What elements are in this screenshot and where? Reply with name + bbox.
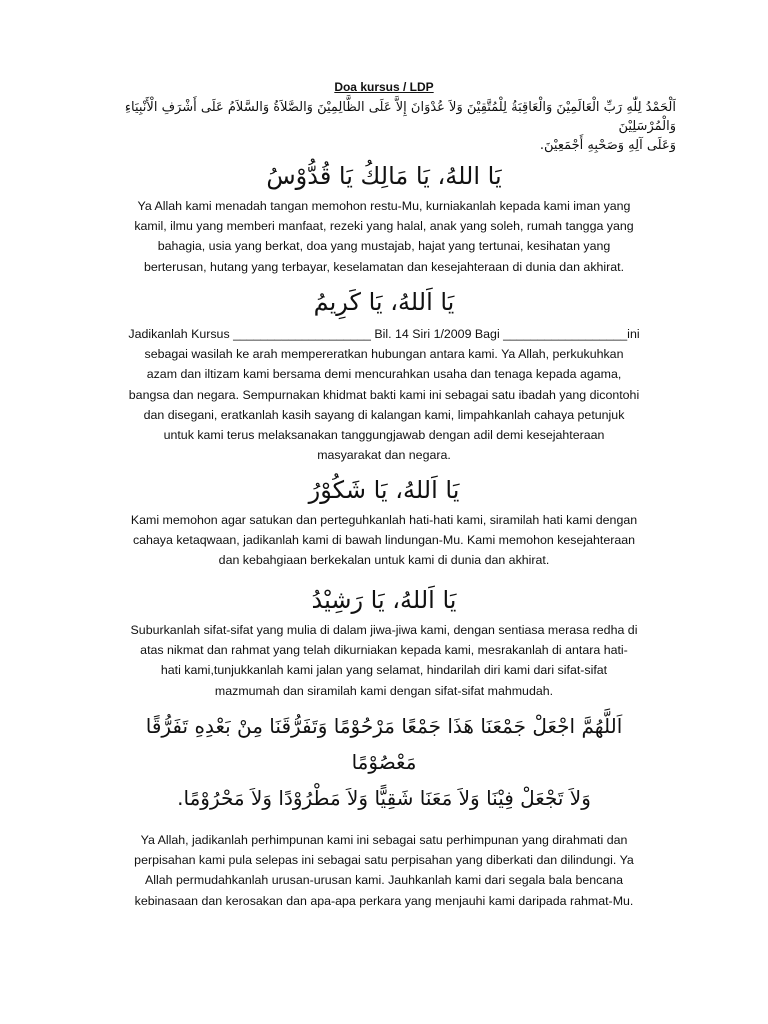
closing-arabic-prayer: اَللَّهُمَّ اجْعَلْ جَمْعَنَا هَذَا جَمْعًا مَرْحُوْمًا وَتَفَرُّقَنَا مِنْ بَعْدِهِ تَفَرُّقًا مَعْصُوْمًا وَلاَ تَجْعَلْ فِيْنَا وَلاَ مَعَنَا شَقِيًّا وَلاَ مَطْرُوْدًا وَلاَ مَحْرُوْمًا. bbox=[145, 714, 623, 810]
closing-text: Ya Allah, jadikanlah perhimpunan kami ini sebagai satu perhimpunan yang dirahmati dan perpisahan kami pula selepas ini sebagai satu perpisahan yang diberkati dan dilindungi. Ya Allah permudahkanlah urusan-urusan kami. Jauhkanlah kami dari segala bala bencana kebinasaan dan kerosakan dan apa-apa perkara yang menjauhi kami daripada rahmat-Mu. bbox=[134, 833, 634, 908]
section-2-heading: يَا اَللهُ، يَا كَرِيمُ bbox=[313, 288, 455, 316]
document-title: Doa kursus / LDP bbox=[334, 80, 434, 94]
section-3-heading: يَا اَللهُ، يَا شَكُوْرُ bbox=[308, 476, 460, 504]
section-3-text: Kami memohon agar satukan dan perteguhkanlah hati-hati kami, siramilah hati kami dengan cahaya ketaqwaan, jadikanlah kami di bawah lindungan-Mu. Kami memohon kesejahteraan dan kebahgiaan berkekalan untuk kami di dunia dan akhirat. bbox=[130, 513, 638, 568]
section-2-text: Jadikanlah Kursus ____________________ Bil. 14 Siri 1/2009 Bagi __________________ini sebagai wasilah ke arah mempereratkan hubungan antara kami. Ya Allah, perkukuhkan azam dan iltizam kami bersama demi mencurahkan usaha dan tenaga kepada agama, bangsa dan negara. Sempurnakan khidmat bakti kami ini sebagai satu ibadah yang dicontohi dan disegani, eratkanlah kasih sayang di kalangan kami, limpahkanlah cahaya petunjuk untuk kami terus melaksanakan tanggungjawab dengan adil demi kesejahteraan masyarakat dan negara. bbox=[128, 327, 640, 463]
section-1-heading: يَا اللهُ، يَا مَالِكُ يَا قُدُّوْسُ bbox=[266, 162, 502, 190]
section-4-heading: يَا اَللهُ، يَا رَشِيْدُ bbox=[311, 586, 457, 614]
section-1-text: Ya Allah kami menadah tangan memohon restu-Mu, kurniakanlah kepada kami iman yang kamil, ilmu yang memberi manfaat, rezeki yang halal, anak yang soleh, rumah tangga yang bahagia, usia yang berkat, doa yang mustajab, hajat yang tertunai, kesihatan yang berterusan, hutang yang terbayar, keselamatan dan kesejahteraan di dunia dan akhirat. bbox=[134, 199, 634, 274]
opening-arabic-praise: اَلْحَمْدُ لِلّٰهِ رَبِّ الْعَالَمِيْنَ وَالْعَاقِبَةُ لِلْمُتَّقِيْنَ وَلاَ عُدْوَانَ إِلاَّ عَلَى الظَّالِمِيْنَ وَالصَّلاَةُ وَالسَّلاَمُ عَلَى أَشْرَفِ الْأَنْبِيَاءِ وَالْمُرْسَلِيْنَ وَعَلَى آلِهِ وَصَحْبِهِ أَجْمَعِيْنَ. bbox=[124, 100, 676, 153]
section-4-text: Suburkanlah sifat-sifat yang mulia di dalam jiwa-jiwa kami, dengan sentiasa merasa redha di atas nikmat dan rahmat yang telah dikurniakan kepada kami, mesrakanlah di antara hati- hati kami,tunjukkanlah kami jalan yang selamat, hindarilah diri kami dari sifat-sifat mazmumah dan siramilah kami dengan sifat-sifat mahmudah. bbox=[130, 623, 638, 698]
